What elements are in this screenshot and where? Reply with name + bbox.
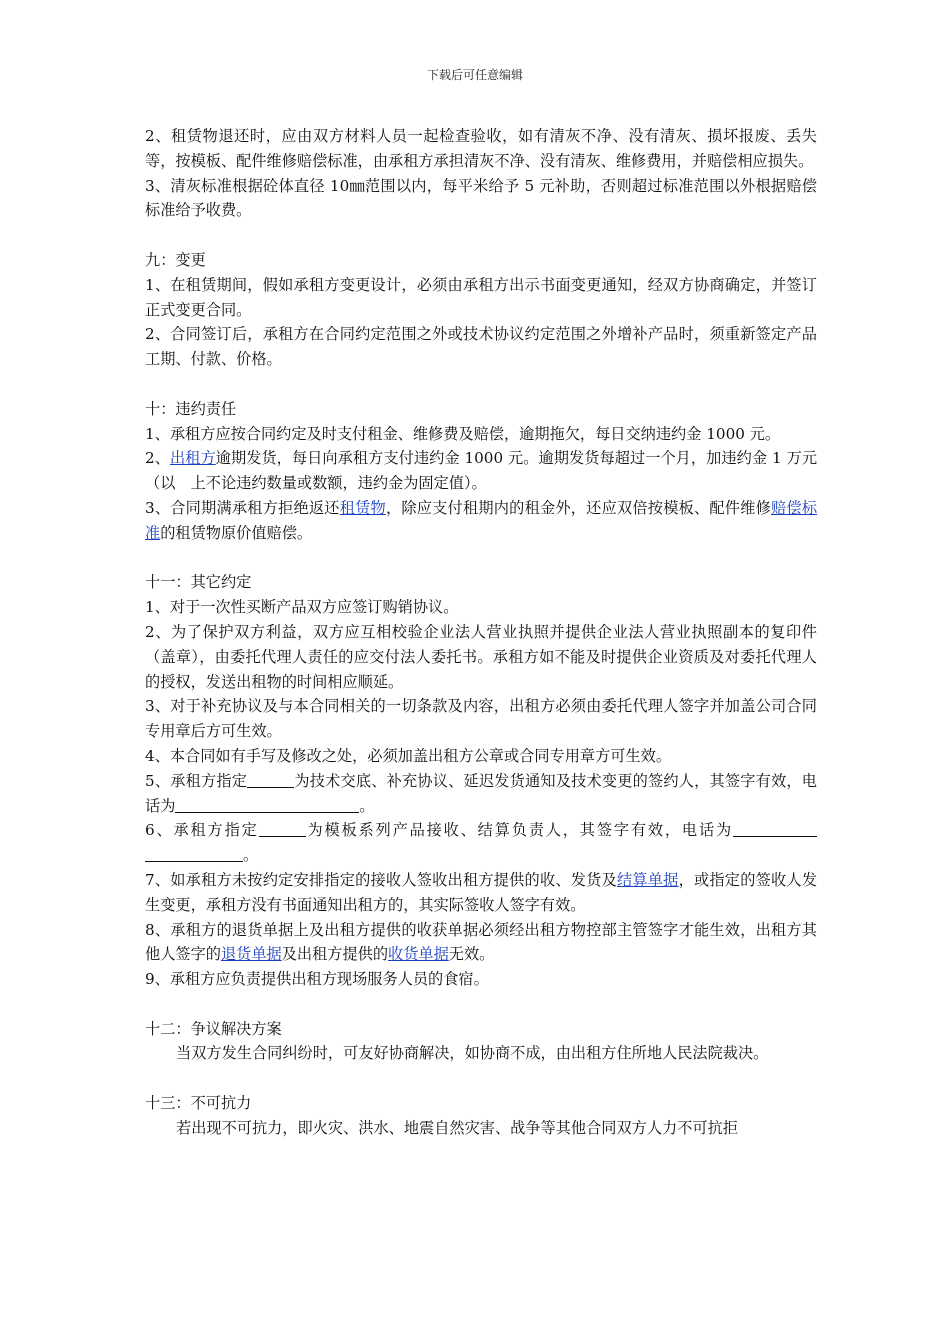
section12-paragraph: 当双方发生合同纠纷时，可友好协商解决，如协商不成，由出租方住所地人民法院裁决。 — [176, 1044, 769, 1063]
section11-clause1: 1、对于一次性买断产品双方应签订购销协议。 — [145, 598, 459, 617]
receipt-document-link[interactable]: 收货单据 — [388, 945, 449, 964]
section10-clause2: 2、出租方逾期发货，每日向承租方支付违约金 1000 元。逾期发货每超过一个月，加违约金 1 万元（以 上不论违约数量或数额，违约金为固定值）。 — [145, 449, 818, 493]
section10-clause1: 1、承租方应按合同约定及时支付租金、维修费及赔偿，逾期拖欠，每日交纳违约金 1000 元。 — [145, 424, 781, 443]
section10-clause3: 3、合同期满承租方拒绝返还租赁物，除应支付租期内的租金外，还应双倍按模板、配件维修赔偿标准的租赁物原价值赔偿。 — [145, 498, 818, 542]
return-document-link[interactable]: 退货单据 — [220, 945, 282, 964]
section13-paragraph: 若出现不可抗力，即火灾、洪水、地震自然灾害、战争等其他合同双方人力不可抗拒 — [176, 1118, 738, 1137]
section11-title: 十一：其它约定 — [145, 573, 252, 592]
phone-blank — [733, 820, 817, 837]
receiver-blank — [259, 820, 306, 837]
section11-clause9: 9、承租方应负责提供出租方现场服务人员的食宿。 — [145, 970, 489, 989]
section11-clause5: 5、承租方指定 为技术交底、补充协议、延迟发货通知及技术变更的签约人，其签字有效，电话为 。 — [145, 771, 817, 815]
section13-title: 十三：不可抗力 — [145, 1094, 252, 1113]
signatory-blank — [247, 771, 294, 788]
section12-title: 十二：争议解决方案 — [145, 1019, 282, 1038]
phone-blank-continued — [145, 845, 243, 862]
compensation-standard-link[interactable]: 赔偿标准 — [145, 498, 818, 542]
section11-clause6: 6、承租方指定 为模板系列产品接收、结算负责人，其签字有效，电话为。 — [145, 818, 817, 868]
section9-clause1: 1、在租赁期间，假如承租方变更设计，必须由承租方出示书面变更通知，经双方协商确定，并签订正式变更合同。 — [145, 275, 817, 319]
section9-clause2: 2、合同签订后，承租方在合同约定范围之外或技术协议约定范围之外增补产品时，须重新签定产品工期、付款、价格。 — [145, 325, 817, 369]
document-body — [145, 124, 817, 1141]
phone-blank — [175, 796, 359, 813]
section11-clause2: 2、为了保护双方利益，双方应互相校验企业法人营业执照并提供企业法人营业执照副本的复印件（盖章），由委托代理人责任的应交付法人委托书。承租方如不能及时提供企业资质及对委托代理人的授权，发送出租物的时间相应顺延。 — [145, 622, 817, 691]
section8-clause3: 3、清灰标准根据砼体直径 10㎜范围以内，每平米给予 5 元补助，否则超过标准范围以外根据赔偿标准给予收费。 — [145, 176, 817, 220]
section11-clause3: 3、对于补充协议及与本合同相关的一切条款及内容，出租方必须由委托代理人签字并加盖公司合同专用章后方可生效。 — [145, 697, 817, 741]
section10-title: 十：违约责任 — [145, 399, 237, 418]
section8-clause2: 2、租赁物退还时，应由双方材料人员一起检查验收，如有清灰不净、没有清灰、损坏报废、丢失等，按模板、配件维修赔偿标准，由承租方承担清灰不净、没有清灰、维修费用，并赔偿相应损失。 — [145, 127, 817, 170]
settlement-document-link[interactable]: 结算单据 — [616, 870, 679, 889]
page-header: 下载后可任意编辑 — [426, 68, 523, 82]
section9-title: 九：变更 — [145, 250, 206, 269]
leased-item-link[interactable]: 租赁物 — [339, 498, 386, 517]
section11-clause8: 8、承租方的退货单据上及出租方提供的收获单据必须经出租方物控部主管签字才能生效，出租方其他人签字的退货单据及出租方提供的收货单据无效。 — [145, 920, 817, 964]
section11-clause4: 4、本合同如有手写及修改之处，必须加盖出租方公章或合同专用章方可生效。 — [145, 746, 672, 765]
section11-clause7: 7、如承租方未按约定安排指定的接收人签收出租方提供的收、发货及结算单据，或指定的签收人发生变更，承租方没有书面通知出租方的，其实际签收人签字有效。 — [145, 870, 818, 914]
lessor-link[interactable]: 出租方 — [169, 449, 216, 468]
